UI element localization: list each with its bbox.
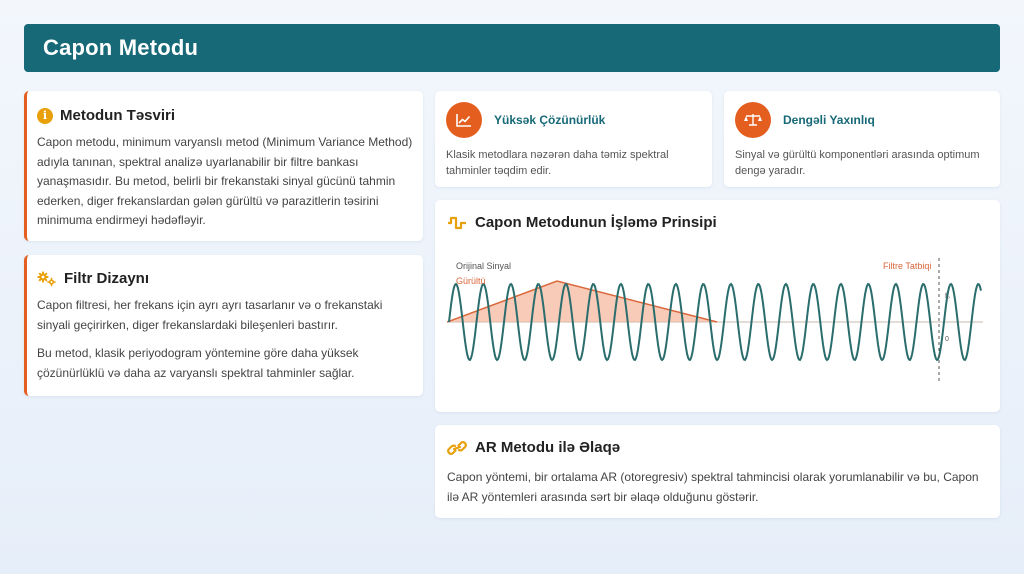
principle-illustration [447,256,987,388]
gears-icon [37,271,57,287]
signal-label: Orijinal Sinyal [456,261,512,271]
wave-graphic [447,256,987,388]
principle-card [435,200,1000,412]
marker-label-2: 0 [945,336,949,343]
feature-text-resolution: Klasik metodlara nəzərən daha təmiz spektral tahminler təqdim edir. [446,149,669,177]
noise-label: Gürültü [456,276,486,286]
feature-card-resolution [435,91,712,187]
ar-title: AR Metodu ilə Əlaqə [475,439,621,456]
wave-square-icon [447,216,467,230]
header-bar [24,24,1000,72]
marker-label-1: f₀ [945,293,950,300]
balance-scale-icon [735,102,771,138]
link-icon [447,440,467,456]
filter-card [24,255,423,396]
ar-heading [447,439,990,456]
description-heading [37,107,413,124]
feature-text-balance: Sinyal və gürültü komponentləri arasında optimum dengə yaradır. [735,149,980,177]
ar-text: Capon yöntemi, bir ortalama AR (otoregresiv) spektral tahmincisi olarak yorumlanabilir və bu, Capon ilə AR yöntemleri arasında sərt bir əlaqə olduğunu göstərir. [447,470,979,504]
feature-card-balance [724,91,1000,187]
filter-heading [37,270,413,287]
info-icon: i [37,108,53,124]
feature-title-balance: Dengəli Yaxınlıq [783,113,875,127]
feature-title-resolution: Yüksək Çözünürlük [494,113,606,127]
principle-heading [447,214,990,231]
filter-paragraph-2: Bu metod, klasik periyodogram yöntemine göre daha yüksek çözünürlüklü və daha az varyanslı spektral tahminler sağlar. [37,346,359,380]
description-title: Metodun Təsviri [60,107,176,124]
filter-label: Filtre Tatbiqi [883,261,932,271]
ar-card [435,425,1000,518]
description-card [24,91,423,241]
page-title: Capon Metodu [43,35,199,60]
filter-title: Filtr Dizaynı [64,270,150,287]
filter-paragraph-1: Capon filtresi, her frekans için ayrı ayrı tasarlanır və o frekanstaki sinyali geçirirken, diger frekanslardaki bileşenleri bastırır. [37,298,383,332]
principle-title: Capon Metodunun İşləmə Prinsipi [475,214,717,231]
description-text: Capon metodu, minimum varyanslı metod (Minimum Variance Method) adıyla tanınan, spektral analizə uyarlanabilir bir filtre bankası yanaşmasıdır. Bu metod, belirli bir frekanstaki sinyal gücünü tahmin ederken, diger frekanslardan gələn gürültü və parazitlerin təsirini minimuma endirmeyi hədəfləyir. [37,135,413,227]
chart-line-icon [446,102,482,138]
